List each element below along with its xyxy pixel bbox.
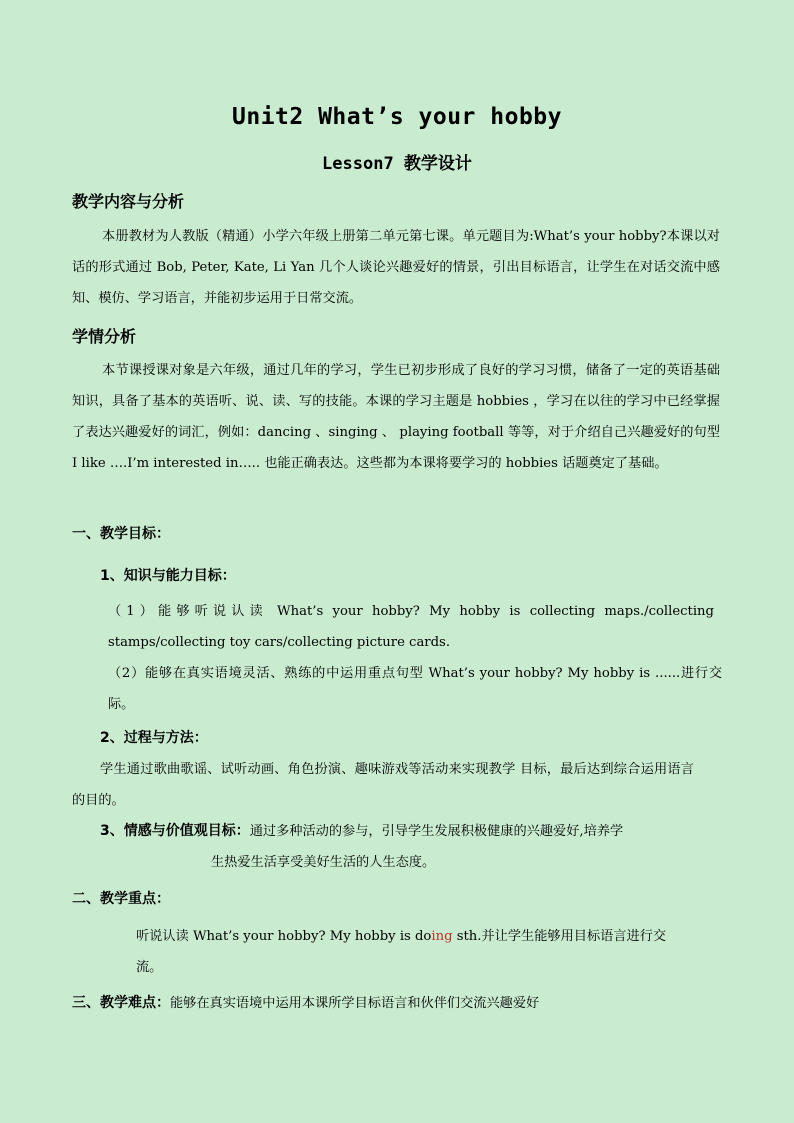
key-point-text-1b: ing bbox=[431, 929, 453, 944]
paragraph-content-analysis: 本册教材为人教版（精通）小学六年级上册第二单元第七课。单元题目为:What’s your hobby?本课以对话的形式通过 Bob, Peter, Kate, Li Yan 几个人谈论兴趣爱好的情景，引出目标语言，让学生在对话交流中感知、模仿、学习语言，并能初步运用于日常交流。 bbox=[72, 229, 720, 306]
heading-teaching-difficulty: 三、教学难点： bbox=[72, 995, 170, 1011]
goal-knowledge-2-text: （2）能够在真实语境灵活、熟练的中运用重点句型 What’s your hobby? My hobby is ......进行交际。 bbox=[108, 666, 722, 712]
key-point-text-1c: sth.并让学生能够用目标语言进行交 bbox=[452, 929, 667, 944]
document-title: Unit2 What’s your hobby bbox=[232, 104, 562, 130]
heading-student-analysis: 学情分析 bbox=[72, 327, 137, 346]
key-point-line-1 bbox=[136, 925, 666, 944]
heading-emotion-values: 3、情感与价值观目标： bbox=[100, 823, 250, 839]
goal-emotion-line-1 bbox=[100, 820, 623, 840]
goal-knowledge-1-text: （1）能够听说认读 What’s your hobby? My hobby is collecting maps./collecting stamps/collecting toy cars/collecting picture cards. bbox=[108, 604, 714, 650]
paragraph-student-analysis: 本节课授课对象是六年级，通过几年的学习，学生已初步形成了良好的学习习惯，储备了一定的英语基础知识，具备了基本的英语听、说、读、写的技能。本课的学习主题是 hobbies ，学习在以往的学习中已经掌握了表达兴趣爱好的词汇，例如：dancing 、singing 、 playing football 等等，对于介绍自己兴趣爱好的句型 I like ….I’m interested in….. 也能正确表达。这些都为本课将要学习的 hobbies 话题奠定了基础。 bbox=[72, 363, 720, 471]
difficult-point-line bbox=[72, 992, 539, 1012]
heading-teaching-goals: 一、教学目标： bbox=[72, 526, 170, 542]
heading-teaching-key-point: 二、教学重点： bbox=[72, 891, 170, 907]
heading-knowledge-goals: 1、知识与能力目标： bbox=[100, 568, 236, 584]
goal-knowledge-2 bbox=[108, 658, 722, 720]
goal-knowledge-1 bbox=[108, 596, 714, 658]
heading-content-analysis: 教学内容与分析 bbox=[72, 192, 185, 211]
goal-emotion-line-2: 生热爱生活享受美好生活的人生态度。 bbox=[211, 855, 436, 870]
paragraph-process-method: 学生通过歌曲歌谣、试听动画、角色扮演、趣味游戏等活动来实现教学 目标，最后达到综合运用语言的目的。 bbox=[72, 762, 694, 808]
difficult-point-text: 能够在真实语境中运用本课所学目标语言和伙伴们交流兴趣爱好 bbox=[170, 996, 540, 1011]
key-point-text-1a: 听说认读 What’s your hobby? My hobby is do bbox=[136, 929, 432, 944]
key-point-line-2: 流。 bbox=[136, 960, 163, 975]
heading-process-method: 2、过程与方法： bbox=[100, 730, 208, 746]
goal-emotion-text-1: 通过多种活动的参与，引导学生发展积极健康的兴趣爱好,培养学 bbox=[249, 824, 624, 839]
document-subtitle: Lesson7 教学设计 bbox=[322, 154, 472, 174]
